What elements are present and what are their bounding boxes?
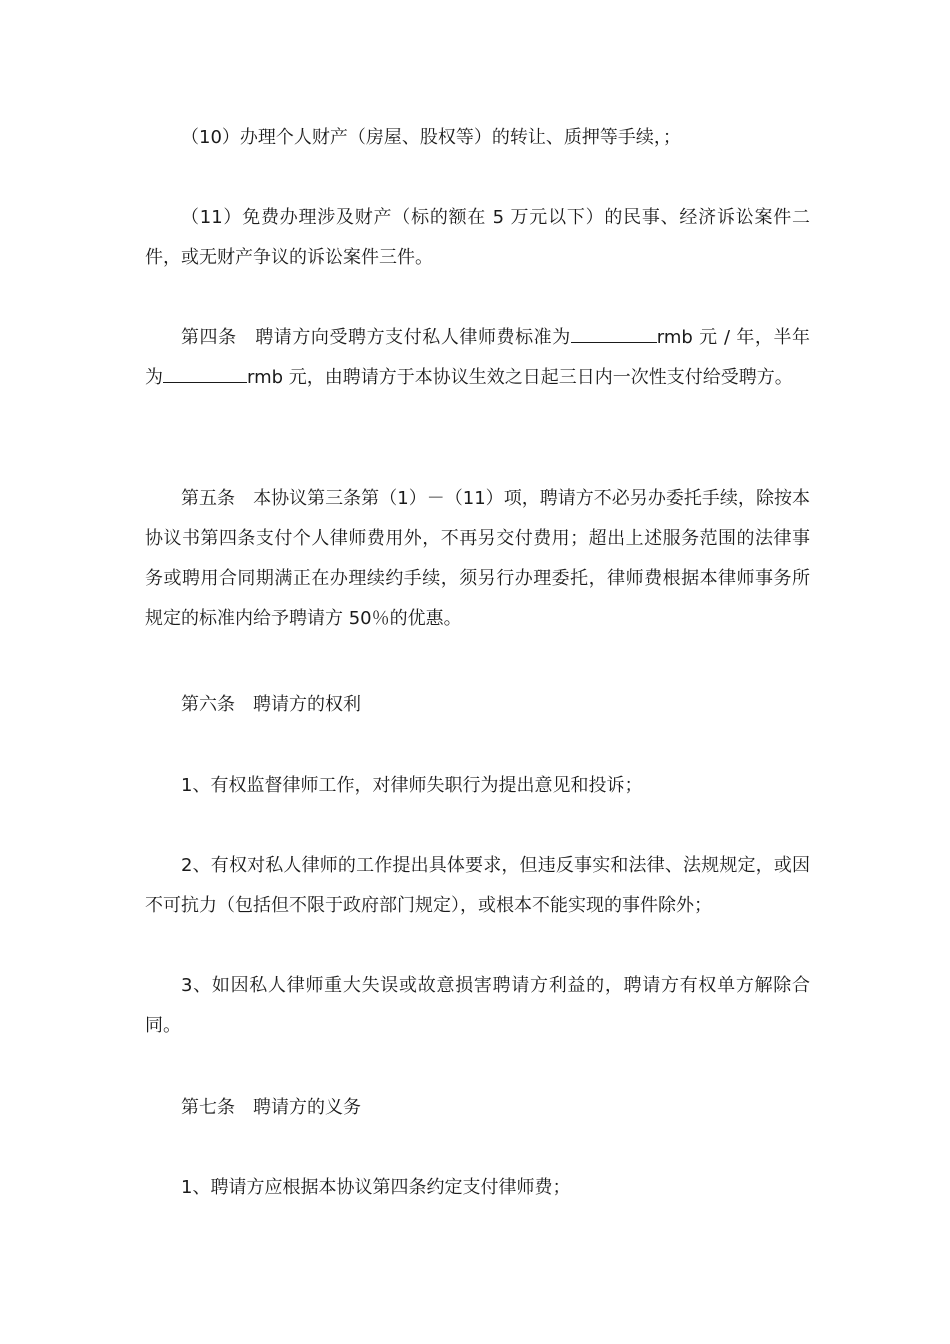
article-7-heading: 第七条 聘请方的义务 (181, 1097, 361, 1118)
article-7-item-1: 1、聘请方应根据本协议第四条约定支付律师费； (181, 1177, 571, 1198)
article-4-text-c: rmb 元，由聘请方于本协议生效之日起三日内一次性支付给受聘方。 (247, 367, 793, 388)
half-year-fee-blank (163, 360, 247, 383)
article-6-item-1: 1、有权监督律师工作，对律师失职行为提出意见和投诉； (181, 775, 643, 796)
article-5-paragraph: 第五条 本协议第三条第（1）－（11）项，聘请方不必另办委托手续，除按本协议书第四条支付个人律师费用外，不再另交付费用；超出上述服务范围的法律事务或聘用合同期满正在办理续约手续，须另行办理委托，律师费根据本律师事务所规定的标准内给予聘请方 50％的优惠。 (145, 488, 810, 629)
article-6-item-3: 3、如因私人律师重大失误或故意损害聘请方利益的，聘请方有权单方解除合同。 (145, 975, 810, 1036)
article-4-text-b: rmb 元 / 年，半年为 (145, 327, 810, 388)
paragraph-item-11: （11）免费办理涉及财产（标的额在 5 万元以下）的民事、经济诉讼案件二件，或无财产争议的诉讼案件三件。 (145, 207, 810, 268)
annual-fee-blank (571, 320, 657, 343)
article-6-item-2: 2、有权对私人律师的工作提出具体要求，但违反事实和法律、法规规定，或因不可抗力（包括但不限于政府部门规定），或根本不能实现的事件除外； (145, 855, 810, 916)
paragraph-item-10: （10）办理个人财产（房屋、股权等）的转让、质押等手续，； (181, 127, 681, 148)
article-4-fee-paragraph (145, 318, 810, 398)
article-6-heading: 第六条 聘请方的权利 (181, 694, 361, 715)
article-4-text-a: 第四条 聘请方向受聘方支付私人律师费标准为 (181, 327, 571, 348)
